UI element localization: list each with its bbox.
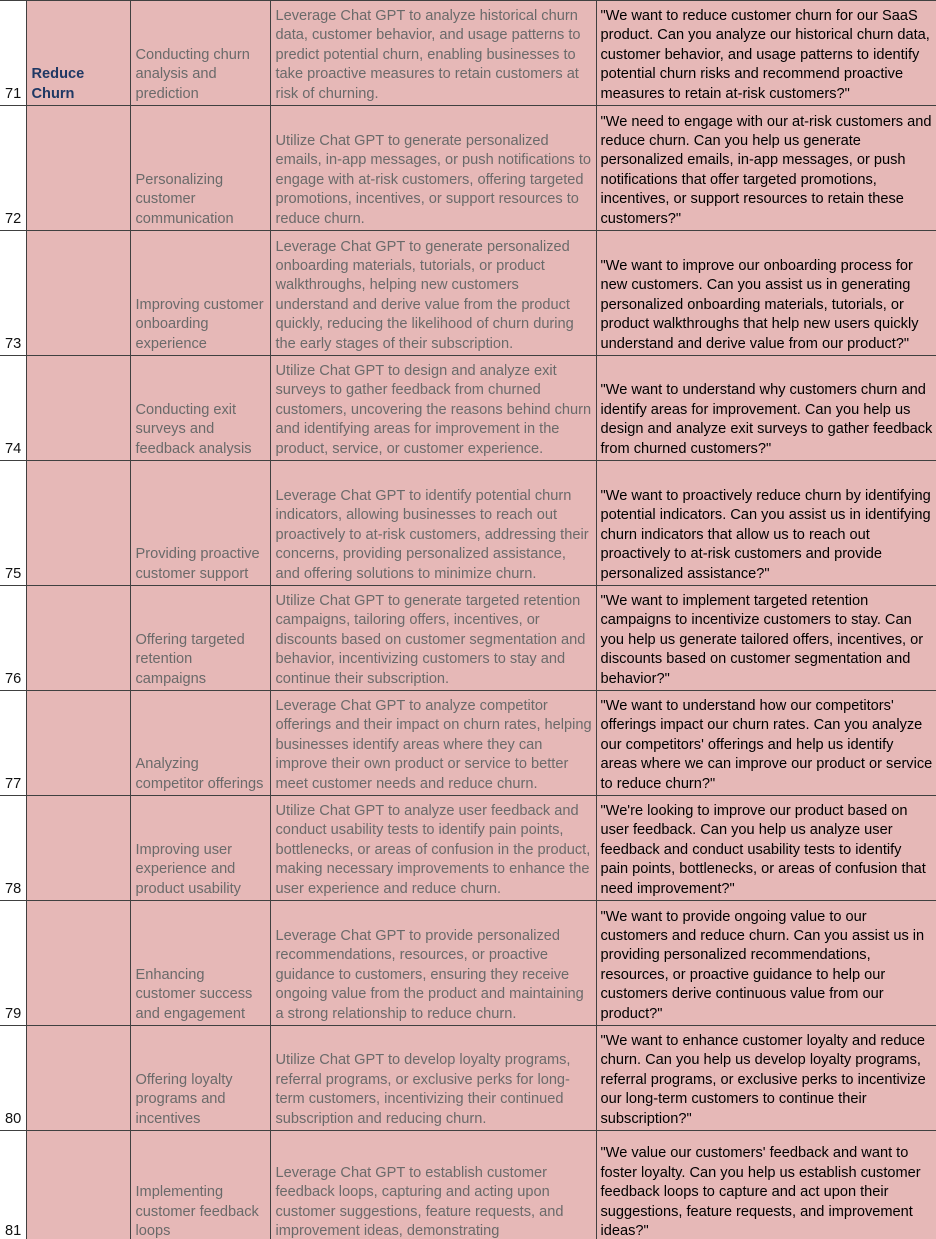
row-number[interactable]: 73 <box>0 231 26 356</box>
category-cell[interactable] <box>26 691 130 796</box>
table-row <box>0 1026 936 1131</box>
category-cell[interactable]: Reduce Churn <box>26 1 130 106</box>
prompt-cell[interactable]: "We want to understand why customers churn and identify areas for improvement. Can you help us design and analyze exit surveys to gather feedback from churned customers?" <box>596 356 936 461</box>
category-cell[interactable] <box>26 901 130 1026</box>
row-number[interactable]: 79 <box>0 901 26 1026</box>
prompt-cell[interactable]: "We need to engage with our at-risk customers and reduce churn. Can you help us generate personalized emails, in-app messages, or push notifications that offer targeted promotions, incentives, or support resources to retain these customers?" <box>596 106 936 231</box>
description-cell[interactable]: Leverage Chat GPT to establish customer feedback loops, capturing and acting upon customer suggestions, feature requests, and improvement ideas, demonstrating <box>270 1131 596 1239</box>
description-cell[interactable]: Leverage Chat GPT to generate personalized onboarding materials, tutorials, or product walkthroughs, helping new customers understand and derive value from the product quickly, reducing the likelihood of churn during the early stages of their subscription. <box>270 231 596 356</box>
activity-cell[interactable]: Conducting churn analysis and prediction <box>130 1 270 106</box>
table-row <box>0 901 936 1026</box>
row-number[interactable]: 76 <box>0 586 26 691</box>
activity-cell[interactable]: Conducting exit surveys and feedback analysis <box>130 356 270 461</box>
row-number[interactable]: 71 <box>0 1 26 106</box>
prompt-cell[interactable]: "We want to enhance customer loyalty and reduce churn. Can you help us develop loyalty programs, referral programs, or exclusive perks to incentivize our long-term customers to continue their subscription?" <box>596 1026 936 1131</box>
row-number[interactable]: 75 <box>0 461 26 586</box>
description-cell[interactable]: Leverage Chat GPT to analyze historical churn data, customer behavior, and usage patterns to predict potential churn, enabling businesses to take proactive measures to retain customers at risk of churning. <box>270 1 596 106</box>
description-cell[interactable]: Leverage Chat GPT to identify potential churn indicators, allowing businesses to reach out proactively to at-risk customers, addressing their concerns, providing personalized assistance, and offering solutions to minimize churn. <box>270 461 596 586</box>
prompt-cell[interactable]: "We want to improve our onboarding process for new customers. Can you assist us in generating personalized onboarding materials, tutorials, or product walkthroughs that help new users quickly understand and derive value from our product?" <box>596 231 936 356</box>
prompt-cell[interactable]: "We want to implement targeted retention campaigns to incentivize customers to stay. Can you help us generate tailored offers, incentives, or discounts based on customer segmentation and behavior?" <box>596 586 936 691</box>
description-cell[interactable]: Utilize Chat GPT to develop loyalty programs, referral programs, or exclusive perks for long-term customers, incentivizing their continued subscription and reducing churn. <box>270 1026 596 1131</box>
row-number[interactable]: 78 <box>0 796 26 901</box>
table-row <box>0 356 936 461</box>
row-number[interactable]: 80 <box>0 1026 26 1131</box>
activity-cell[interactable]: Implementing customer feedback loops <box>130 1131 270 1239</box>
activity-cell[interactable]: Improving user experience and product usability <box>130 796 270 901</box>
description-cell[interactable]: Leverage Chat GPT to analyze competitor offerings and their impact on churn rates, helping businesses identify areas where they can improve their own product or service to better meet customer needs and reduce churn. <box>270 691 596 796</box>
activity-cell[interactable]: Enhancing customer success and engagement <box>130 901 270 1026</box>
prompt-cell[interactable]: "We're looking to improve our product based on user feedback. Can you help us analyze user feedback and conduct usability tests to identify pain points, bottlenecks, or areas of confusion that need improvement?" <box>596 796 936 901</box>
table-row <box>0 106 936 231</box>
description-cell[interactable]: Utilize Chat GPT to generate targeted retention campaigns, tailoring offers, incentives, or discounts based on customer segmentation and behavior, incentivizing customers to stay and continue their subscription. <box>270 586 596 691</box>
activity-cell[interactable]: Offering targeted retention campaigns <box>130 586 270 691</box>
description-cell[interactable]: Leverage Chat GPT to provide personalized recommendations, resources, or proactive guidance to customers, ensuring they receive ongoing value from the product and maintaining a strong relationship to reduce churn. <box>270 901 596 1026</box>
category-cell[interactable] <box>26 356 130 461</box>
table-row <box>0 231 936 356</box>
activity-cell[interactable]: Offering loyalty programs and incentives <box>130 1026 270 1131</box>
prompt-cell[interactable]: "We want to understand how our competitors' offerings impact our churn rates. Can you analyze our competitors' offerings and help us identify areas where we can improve our product or service to reduce churn?" <box>596 691 936 796</box>
table-row <box>0 586 936 691</box>
prompt-cell[interactable]: "We want to reduce customer churn for our SaaS product. Can you analyze our historical churn data, customer behavior, and usage patterns to identify potential churn risks and recommend proactive measures to retain at-risk customers?" <box>596 1 936 106</box>
activity-cell[interactable]: Personalizing customer communication <box>130 106 270 231</box>
row-number[interactable]: 81 <box>0 1131 26 1239</box>
description-cell[interactable]: Utilize Chat GPT to generate personalized emails, in-app messages, or push notifications to engage with at-risk customers, offering targeted promotions, incentives, or support resources to reduce churn. <box>270 106 596 231</box>
category-cell[interactable] <box>26 586 130 691</box>
row-number[interactable]: 72 <box>0 106 26 231</box>
category-cell[interactable] <box>26 1131 130 1239</box>
table-row <box>0 796 936 901</box>
description-cell[interactable]: Utilize Chat GPT to analyze user feedback and conduct usability tests to identify pain points, bottlenecks, or areas of confusion in the product, making necessary improvements to enhance the user experience and reduce churn. <box>270 796 596 901</box>
activity-cell[interactable]: Providing proactive customer support <box>130 461 270 586</box>
table-row <box>0 1 936 106</box>
description-cell[interactable]: Utilize Chat GPT to design and analyze exit surveys to gather feedback from churned customers, uncovering the reasons behind churn and identifying areas for improvement in the product, service, or customer experience. <box>270 356 596 461</box>
activity-cell[interactable]: Improving customer onboarding experience <box>130 231 270 356</box>
activity-cell[interactable]: Analyzing competitor offerings <box>130 691 270 796</box>
row-number[interactable]: 74 <box>0 356 26 461</box>
category-cell[interactable] <box>26 796 130 901</box>
table-row <box>0 691 936 796</box>
prompt-cell[interactable]: "We want to provide ongoing value to our customers and reduce churn. Can you assist us in providing personalized recommendations, resources, or proactive guidance to help our customers derive continuous value from our product?" <box>596 901 936 1026</box>
category-cell[interactable] <box>26 1026 130 1131</box>
category-cell[interactable] <box>26 461 130 586</box>
prompt-cell[interactable]: "We value our customers' feedback and want to foster loyalty. Can you help us establish customer feedback loops to capture and act upon their suggestions, feature requests, and improvement ideas?" <box>596 1131 936 1239</box>
category-cell[interactable] <box>26 106 130 231</box>
prompt-cell[interactable]: "We want to proactively reduce churn by identifying potential indicators. Can you assist us in identifying churn indicators that allow us to reach out proactively to at-risk customers and provide personalized assistance?" <box>596 461 936 586</box>
table-row <box>0 1131 936 1239</box>
row-number[interactable]: 77 <box>0 691 26 796</box>
table-row <box>0 461 936 586</box>
category-cell[interactable] <box>26 231 130 356</box>
